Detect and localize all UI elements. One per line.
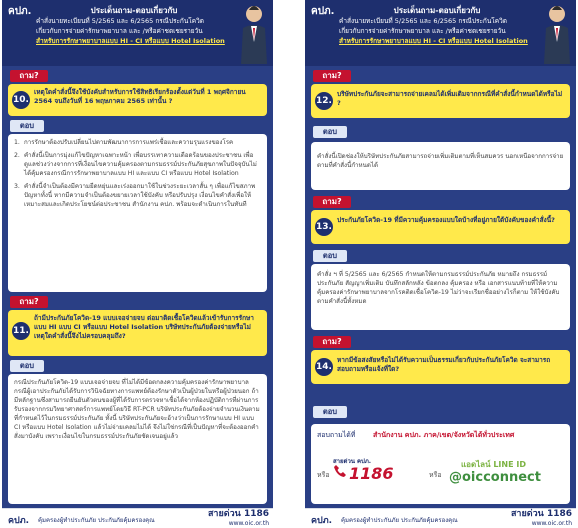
- answer-11: [8, 374, 267, 504]
- footer-hotline: สายด่วน 1186 www.oic.or.th: [510, 509, 572, 527]
- question-10: [8, 84, 267, 116]
- answer-tag: ตอบ: [10, 120, 44, 132]
- answer-tag: ตอบ: [313, 250, 347, 262]
- or-label: หรือ: [429, 471, 442, 479]
- header-line-2: เกี่ยวกับการจ่ายค่ารักษาพยาบาล และ /หรือค่าชดเชยรายวัน: [36, 27, 203, 35]
- answer-10: [8, 134, 267, 292]
- answer-text: คำสั่งนี้เปิดช่องให้บริษัทประกันภัยสามารถจ่ายเพิ่มเติมตามที่เห็นสมควร นอกเหนือจากการจ่ายตามที่คำสั่งนี้กำหนดได้: [317, 153, 564, 169]
- question-13: [311, 210, 570, 244]
- question-number: 13.: [315, 218, 333, 236]
- header-line-2: เกี่ยวกับการจ่ายค่ารักษาพยาบาล และ /หรือค่าชดเชยรายวัน: [339, 27, 506, 35]
- question-number: 10.: [12, 91, 30, 109]
- footer-url[interactable]: www.oic.or.th: [531, 520, 572, 527]
- question-tag: ถาม?: [313, 336, 351, 348]
- answer-12: [311, 142, 570, 190]
- question-11: [8, 310, 267, 356]
- phone-icon: [333, 464, 347, 478]
- header-title: ประเด็นถาม-ตอบเกี่ยวกับ: [393, 6, 481, 15]
- answer-item: 3. คำสั่งนี้จำเป็นต้องมีความยืดหยุ่นและเร่งออกมาใช้ในช่วงระยะเวลาสั้น ๆ เพื่อแก้ไขสภาพปัญหาทั้งนี้ หากมีความจำเป็นต้องขยายเวลาใช้บังคับ หรือปรับปรุง เงื่อนไขคำสั่งเพื่อให้เหมาะสมและเกิดประโยชน์ต่อประชาชน สำนักงาน คปภ. พร้อมจะดำเนินการในทันที: [14, 183, 256, 208]
- footer-tagline: คุ้มครองผู้ทำประกันภัย ประกันภัยคุ้มครองคุณ: [38, 517, 155, 524]
- header-line-1: คำสั่งนายทะเบียนที่ 5/2565 และ 6/2565 กรณีประกันโควิด: [339, 17, 508, 25]
- line-id[interactable]: @oicconnect: [449, 470, 541, 485]
- answer-text: คำสั่ง ฯ ที่ 5/2565 และ 6/2565 กำหนดให้ตามกรมธรรม์ประกันภัย หมายถึง กรมธรรม์ประกันภัย สัญญาเพิ่มเติม บันทึกสลักหลัง ข้อตกลง คุ้มครอง หรือ เอกสารแนบท้ายที่ให้ความคุ้มครองค่ารักษาพยาบาลจากโรคติดเชื้อโควิด-19 ไม่ว่าจะเรียกชื่ออย่างไรก็ตาม ให้ใช้บังคับตามคำสั่งนี้ทั้งหมด: [317, 271, 560, 305]
- question-text: ประกันภัยโควิด-19 ที่มีความคุ้มครองแบบใดบ้างที่อยู่ภายใต้บังคับของคำสั่งนี้?: [337, 216, 555, 224]
- footer: [2, 508, 273, 528]
- question-text: เหตุใดคำสั่งนี้จึงใช้บังคับสำหรับการใช้สิทธิเรียกร้องตั้งแต่วันที่ 1 พฤศจิกายน 2564 จนถึงวันที่ 16 พฤษภาคม 2565 เท่านั้น ?: [34, 88, 246, 105]
- question-tag: ถาม?: [10, 296, 48, 308]
- infographic-panel-left: [2, 0, 273, 528]
- question-tag: ถาม?: [313, 196, 351, 208]
- header-subtitle: [36, 16, 232, 46]
- question-number: 14.: [315, 358, 333, 376]
- header-subtitle: [339, 16, 535, 46]
- spokesperson-image: [540, 2, 574, 64]
- question-tag: ถาม?: [10, 70, 48, 82]
- question-14: [311, 350, 570, 384]
- infographic-panel-right: [305, 0, 576, 528]
- answer-item: 1. การรักษาต้องปรับเปลี่ยนไปตามพัฒนาการการแพร่เชื้อและความรุนแรงของโรค: [14, 139, 234, 146]
- or-label: หรือ: [317, 471, 330, 479]
- question-text: ถ้ามีประกันภัยโควิด-19 แบบเจอจ่ายจบ ต่อมาติดเชื้อโควิดแล้วเข้ารับการรักษาแบบ HI แบบ CI หรือแบบ Hotel Isolation บริษัทประกันภัยต้องจ่ายหรือไม่ เหตุใดคำสั่งนี้จึงไม่ครอบคลุมถึง?: [34, 314, 254, 340]
- question-tag: ถาม?: [313, 70, 351, 82]
- footer: [305, 508, 576, 528]
- question-12: [311, 84, 570, 118]
- header: [2, 0, 273, 66]
- answer-tag: ตอบ: [10, 360, 44, 372]
- contact-lead: สอบถามได้ที่: [317, 431, 356, 439]
- question-number: 11.: [12, 322, 30, 340]
- oic-logo: คปภ.: [311, 6, 335, 17]
- footer-url[interactable]: www.oic.or.th: [228, 520, 269, 527]
- oic-logo: คปภ.: [8, 6, 32, 17]
- header-title: ประเด็นถาม-ตอบเกี่ยวกับ: [90, 6, 178, 15]
- answer-item: 2. คำสั่งนี้เป็นการมุ่งแก้ไขปัญหาเฉพาะหน้า เพื่อบรรเทาความเดือดร้อนของประชาชน เพื่อดูแลช่วงว่างจากการที่เงื่อนไขความคุ้มครองตามกรมธรรม์ประกันภัยสุขภาพในปัจจุบันไม่ได้คุ้มครองกรณีการรักษาพยาบาลแบบ HI และแบบ CI หรือแบบ Hotel Isolation: [14, 152, 257, 177]
- question-number: 12.: [315, 92, 333, 110]
- contact-box: [311, 424, 570, 504]
- answer-text: กรณีประกันภัยโควิด-19 แบบเจอจ่ายจบ ที่ไม่ได้มีข้อตกลงความคุ้มครองค่ารักษาพยาบาลกรณีผู้เอาประกันภัยได้รับการวินิจฉัยทางการแพทย์ต้องรักษาตัวเป็นผู้ป่วยในหรือผู้ป่วยนอก ถ้ามีหลักฐานซึ่งสามารถยืนยันตัวตนของผู้ที่ได้รับการตรวจหาเชื้อได้จากห้องปฏิบัติการที่ผ่านการรับรองจากกรมวิทยาศาสตร์การแพทย์โดยวิธี RT-PCR บริษัทประกันภัยต้องจ่ายจำนวนเงินตามที่กำหนดไว้ในกรมธรรม์ประกันภัย ทั้งนี้ บริษัทประกันภัยจะอ้างว่าเป็นการรักษาแบบ HI แบบ CI หรือแบบ Hotel Isolation แล้วไม่จ่ายเคลมไม่ได้ จึงไม่ใช่กรณีที่เป็นปัญหาที่จะต้องออกคำสั่งมาบังคับ เพราะเงื่อนไขในกรมธรรม์ประกันภัยชัดเจนอยู่แล้ว: [14, 379, 260, 440]
- footer-hotline: สายด่วน 1186 www.oic.or.th: [207, 509, 269, 527]
- footer-logo: คปภ.: [311, 516, 333, 526]
- line-label: แอดไลน์ LINE ID: [461, 460, 526, 469]
- hotline-number: 1186: [349, 464, 394, 483]
- hotline-badge[interactable]: [333, 450, 403, 494]
- spokesperson-image: [237, 2, 271, 64]
- question-text: หากมีข้อสงสัยหรือไม่ได้รับความเป็นธรรมเกี่ยวกับประกันภัยโควิด จะสามารถสอบถามหรือแจ้งที่ใด?: [337, 356, 551, 373]
- answer-tag: ตอบ: [313, 126, 347, 138]
- contact-office: สำนักงาน คปภ. ภาค/เขต/จังหวัดได้ทั่วประเทศ: [373, 431, 515, 439]
- header: [305, 0, 576, 66]
- header-line-3: สำหรับการรักษาพยาบาลแบบ HI - CI หรือแบบ Hotel Isolation: [339, 37, 528, 45]
- footer-logo: คปภ.: [8, 516, 30, 526]
- header-line-1: คำสั่งนายทะเบียนที่ 5/2565 และ 6/2565 กรณีประกันโควิด: [36, 17, 205, 25]
- hotline-label: สายด่วน คปภ.: [333, 458, 372, 465]
- answer-13: [311, 264, 570, 330]
- answer-list: [8, 134, 267, 217]
- header-line-3: สำหรับการรักษาพยาบาลแบบ HI - CI หรือแบบ Hotel Isolation: [36, 37, 225, 45]
- answer-tag: ตอบ: [313, 406, 347, 418]
- question-text: บริษัทประกันภัยจะสามารถจ่ายเคลมได้เพิ่มเติมจากกรณีที่คำสั่งนี้กำหนดได้หรือไม่ ?: [337, 90, 563, 107]
- footer-tagline: คุ้มครองผู้ทำประกันภัย ประกันภัยคุ้มครองคุณ: [341, 517, 458, 524]
